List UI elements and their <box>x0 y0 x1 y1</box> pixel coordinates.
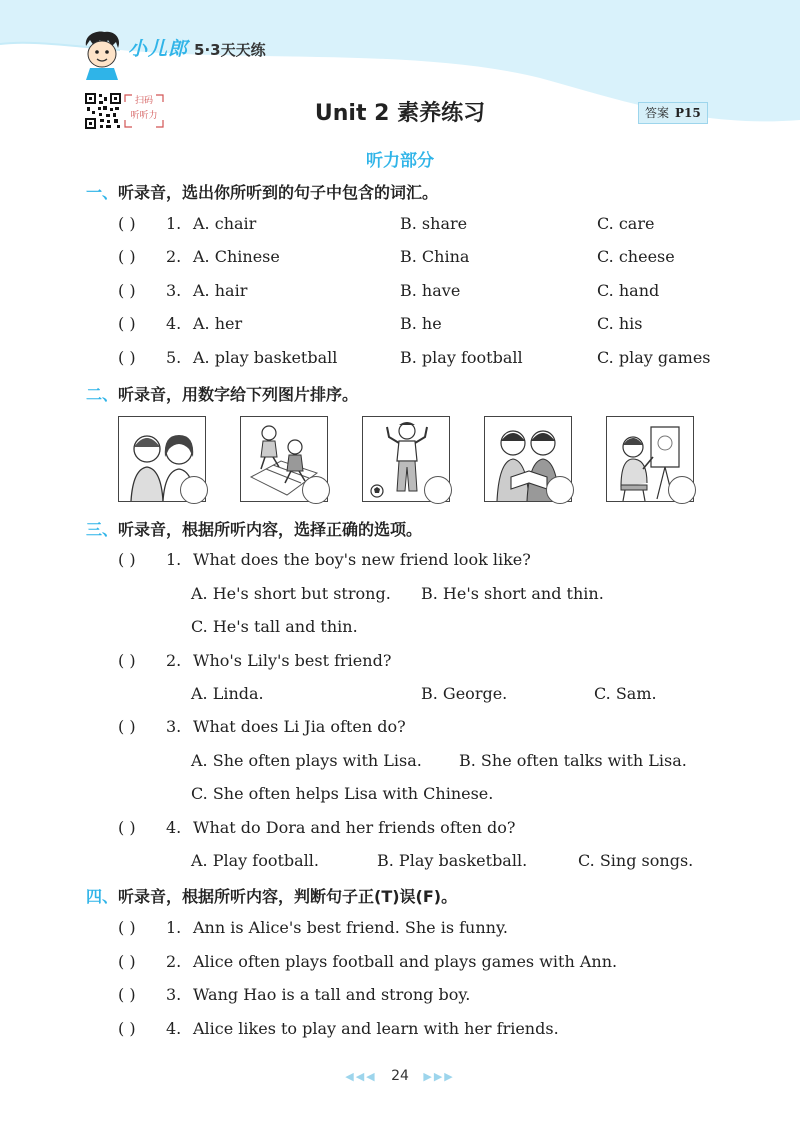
option-a: A. chair <box>193 214 257 233</box>
question-number: 1. <box>166 214 182 233</box>
left-arrows-icon: ◀◀◀ <box>345 1070 377 1083</box>
option-b: B. He's short and thin. <box>421 584 604 603</box>
answer-circle[interactable] <box>302 476 330 504</box>
scan-label-2: 听听力 <box>130 111 158 121</box>
question-text: Wang Hao is a tall and strong boy. <box>193 985 471 1004</box>
part3-number: 三、 <box>86 520 119 539</box>
brand-series: 5·3天天练 <box>194 41 266 59</box>
question-number: 3. <box>166 717 182 736</box>
answer-blank[interactable]: ( ) <box>118 550 136 569</box>
option-b: B. share <box>400 214 468 233</box>
question-number: 2. <box>166 247 182 266</box>
option-b: B. play football <box>400 348 523 367</box>
part3-instruction: 听录音，根据所听内容，选择正确的选项。 <box>118 520 423 539</box>
answer-blank[interactable]: ( ) <box>118 281 136 300</box>
option-b: B. George. <box>421 684 508 703</box>
answer-blank[interactable]: ( ) <box>118 918 136 937</box>
answer-blank[interactable]: ( ) <box>118 651 136 670</box>
answer-blank[interactable]: ( ) <box>118 717 136 736</box>
answer-blank[interactable]: ( ) <box>118 214 136 233</box>
picture-children-hopscotch <box>240 416 328 502</box>
part4-header <box>86 884 457 907</box>
question-number: 5. <box>166 348 182 367</box>
answer-blank[interactable]: ( ) <box>118 314 136 333</box>
answer-reference[interactable] <box>638 102 708 124</box>
brand-logo <box>128 34 266 61</box>
page-title: Unit 2 素养练习 <box>314 101 486 126</box>
option-c: C. She often helps Lisa with Chinese. <box>191 784 494 803</box>
answer-blank[interactable]: ( ) <box>118 985 136 1004</box>
option-a: A. her <box>193 314 243 333</box>
option-a: A. Play football. <box>191 851 319 870</box>
section-group-title: 听力部分 <box>366 151 434 171</box>
part4-instruction: 听录音，根据所听内容，判断句子正(T)误(F)。 <box>118 887 458 906</box>
part1-number: 一、 <box>86 183 119 202</box>
option-b: B. he <box>400 314 442 333</box>
answer-label: 答案 <box>645 106 670 120</box>
option-b: B. Play basketball. <box>377 851 528 870</box>
option-b: B. have <box>400 281 461 300</box>
question-text: What does Li Jia often do? <box>193 717 406 736</box>
answer-blank[interactable]: ( ) <box>118 247 136 266</box>
answer-blank[interactable]: ( ) <box>118 1019 136 1038</box>
option-b: B. China <box>400 247 470 266</box>
right-arrows-icon: ▶▶▶ <box>423 1070 455 1083</box>
option-c: C. cheese <box>597 247 675 266</box>
part2-header <box>86 382 358 405</box>
question-text: Ann is Alice's best friend. She is funny. <box>193 918 508 937</box>
brand-name: 小儿郎 <box>128 38 189 60</box>
option-a: A. He's short but strong. <box>191 584 391 603</box>
question-number: 4. <box>166 314 182 333</box>
page-footer <box>0 1068 800 1084</box>
part3-header <box>86 517 422 540</box>
option-b: B. She often talks with Lisa. <box>459 751 687 770</box>
option-c: C. his <box>597 314 643 333</box>
part2-number: 二、 <box>86 385 119 404</box>
option-c: C. Sing songs. <box>578 851 694 870</box>
answer-circle[interactable] <box>546 476 574 504</box>
answer-circle[interactable] <box>668 476 696 504</box>
question-text: What do Dora and her friends often do? <box>193 818 516 837</box>
question-text: Alice often plays football and plays games with Ann. <box>193 952 618 971</box>
answer-blank[interactable]: ( ) <box>118 818 136 837</box>
answer-circle[interactable] <box>424 476 452 504</box>
option-c: C. care <box>597 214 655 233</box>
question-number: 2. <box>166 952 182 971</box>
option-a: A. hair <box>193 281 248 300</box>
mascot-boy-icon <box>78 28 126 80</box>
part1-instruction: 听录音，选出你所听到的句子中包含的词汇。 <box>118 183 439 202</box>
scan-label-1: 扫码 <box>134 96 153 106</box>
question-number: 3. <box>166 985 182 1004</box>
option-a: A. Linda. <box>191 684 264 703</box>
question-text: Who's Lily's best friend? <box>193 651 392 670</box>
page-number: 24 <box>391 1068 409 1084</box>
option-c: C. play games <box>597 348 711 367</box>
answer-blank[interactable]: ( ) <box>118 952 136 971</box>
option-a: A. play basketball <box>193 348 338 367</box>
question-text: What does the boy's new friend look like? <box>193 550 531 569</box>
option-c: C. He's tall and thin. <box>191 617 358 636</box>
picture-two-girls-whispering <box>118 416 206 502</box>
picture-strong-boy-football <box>362 416 450 502</box>
question-number: 1. <box>166 550 182 569</box>
question-number: 1. <box>166 918 182 937</box>
question-number: 4. <box>166 1019 182 1038</box>
question-number: 3. <box>166 281 182 300</box>
question-number: 4. <box>166 818 182 837</box>
picture-two-boys-reading <box>484 416 572 502</box>
picture-boy-painting <box>606 416 694 502</box>
question-text: Alice likes to play and learn with her friends. <box>193 1019 559 1038</box>
option-c: C. Sam. <box>594 684 657 703</box>
part4-number: 四、 <box>86 887 119 906</box>
question-number: 2. <box>166 651 182 670</box>
option-a: A. Chinese <box>193 247 280 266</box>
part1-header <box>86 180 438 203</box>
answer-page: P15 <box>675 106 701 120</box>
part2-instruction: 听录音，用数字给下列图片排序。 <box>118 385 359 404</box>
answer-blank[interactable]: ( ) <box>118 348 136 367</box>
option-c: C. hand <box>597 281 660 300</box>
answer-circle[interactable] <box>180 476 208 504</box>
option-a: A. She often plays with Lisa. <box>191 751 422 770</box>
